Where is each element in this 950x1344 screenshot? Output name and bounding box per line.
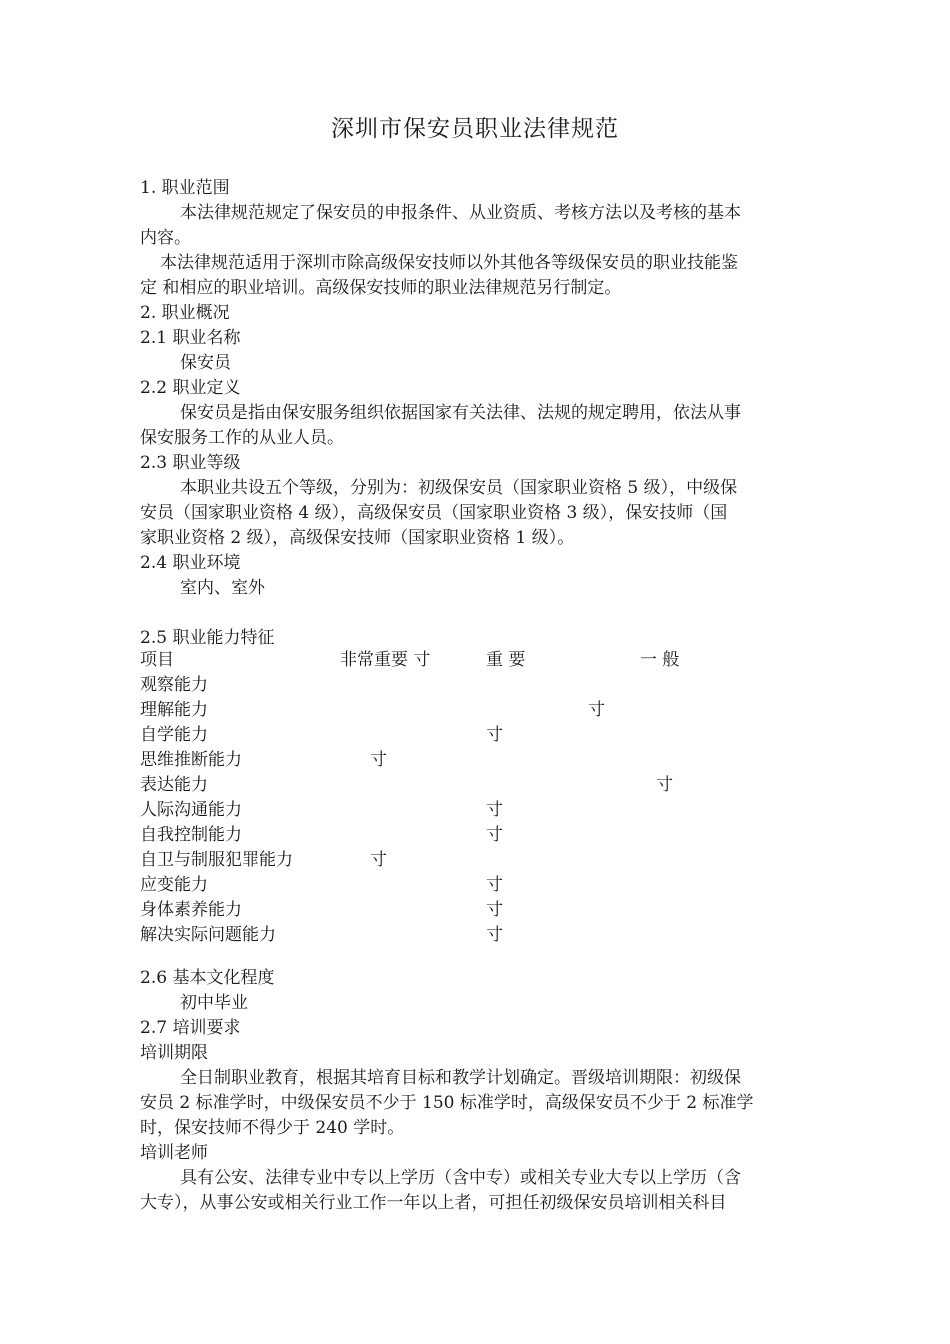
table-row-mark: 寸 bbox=[486, 900, 503, 920]
table-row-item: 观察能力 bbox=[140, 675, 208, 695]
training-teacher-line-1: 具有公安、法律专业中专以上学历（含中专）或相关专业大专以上学历（含 bbox=[180, 1168, 741, 1188]
section-2-4-heading: 2.4 职业环境 bbox=[140, 553, 241, 573]
section-2-6-heading: 2.6 基本文化程度 bbox=[140, 968, 275, 988]
table-row-item: 表达能力 bbox=[140, 775, 208, 795]
training-period-subheading: 培训期限 bbox=[140, 1043, 208, 1063]
table-row-item: 自学能力 bbox=[140, 725, 208, 745]
section-2-2-line-1: 保安员是指由保安服务组织依据国家有关法律、法规的规定聘用，依法从事 bbox=[180, 403, 741, 423]
table-row-mark: 寸 bbox=[486, 800, 503, 820]
section-2-7-heading: 2.7 培训要求 bbox=[140, 1018, 241, 1038]
table-header-very-important: 非常重要 寸 bbox=[340, 650, 431, 670]
table-row-mark: 寸 bbox=[486, 825, 503, 845]
section-2-5-heading: 2.5 职业能力特征 bbox=[140, 628, 275, 648]
table-row-item: 应变能力 bbox=[140, 875, 208, 895]
section-2-3-line-3: 家职业资格 2 级），高级保安技师（国家职业资格 1 级）。 bbox=[140, 528, 575, 548]
section-2-2-line-2: 保安服务工作的从业人员。 bbox=[140, 428, 344, 448]
table-row-item: 理解能力 bbox=[140, 700, 208, 720]
section-2-4-text: 室内、室外 bbox=[180, 578, 265, 598]
table-row-item: 自我控制能力 bbox=[140, 825, 242, 845]
section-2-1-heading: 2.1 职业名称 bbox=[140, 328, 241, 348]
section-1-paragraph-1-line-1: 本法律规范规定了保安员的申报条件、从业资质、考核方法以及考核的基本 bbox=[180, 203, 741, 223]
table-row-mark: 寸 bbox=[588, 700, 605, 720]
training-teacher-line-2: 大专），从事公安或相关行业工作一年以上者，可担任初级保安员培训相关科目 bbox=[140, 1193, 727, 1213]
section-2-6-text: 初中毕业 bbox=[180, 993, 248, 1013]
section-1-paragraph-2-line-1: 本法律规范适用于深圳市除高级保安技师以外其他各等级保安员的职业技能鉴 bbox=[160, 253, 738, 273]
table-row-mark: 寸 bbox=[370, 750, 387, 770]
table-header-general: 一 般 bbox=[640, 650, 680, 670]
training-period-line-1: 全日制职业教育，根据其培育目标和教学计划确定。晋级培训期限：初级保 bbox=[180, 1068, 741, 1088]
table-header-item: 项目 bbox=[140, 650, 174, 670]
section-2-3-heading: 2.3 职业等级 bbox=[140, 453, 241, 473]
table-row-item: 思维推断能力 bbox=[140, 750, 242, 770]
table-row-item: 解决实际问题能力 bbox=[140, 925, 276, 945]
training-teacher-subheading: 培训老师 bbox=[140, 1143, 208, 1163]
table-row-mark: 寸 bbox=[486, 875, 503, 895]
table-row-item: 人际沟通能力 bbox=[140, 800, 242, 820]
table-row-item: 身体素养能力 bbox=[140, 900, 242, 920]
section-2-1-text: 保安员 bbox=[180, 353, 231, 373]
training-period-line-2: 安员 2 标准学时，中级保安员不少于 150 标准学时，高级保安员不少于 2 标准学 bbox=[140, 1093, 754, 1113]
section-2-heading: 2. 职业概况 bbox=[140, 303, 230, 323]
table-row-item: 自卫与制服犯罪能力 bbox=[140, 850, 293, 870]
table-row-mark: 寸 bbox=[370, 850, 387, 870]
document-title: 深圳市保安员职业法律规范 bbox=[331, 116, 619, 142]
section-1-paragraph-2-line-2: 定 和相应的职业培训。高级保安技师的职业法律规范另行制定。 bbox=[140, 278, 622, 298]
training-period-line-3: 时，保安技师不得少于 240 学时。 bbox=[140, 1118, 405, 1138]
table-row-mark: 寸 bbox=[486, 925, 503, 945]
table-header-important: 重 要 bbox=[486, 650, 526, 670]
section-2-3-line-2: 安员（国家职业资格 4 级），高级保安员（国家职业资格 3 级），保安技师（国 bbox=[140, 503, 728, 523]
table-row-mark: 寸 bbox=[486, 725, 503, 745]
section-2-2-heading: 2.2 职业定义 bbox=[140, 378, 241, 398]
table-row-mark: 寸 bbox=[656, 775, 673, 795]
section-1-heading: 1. 职业范围 bbox=[140, 178, 230, 198]
section-2-3-line-1: 本职业共设五个等级，分别为：初级保安员（国家职业资格 5 级），中级保 bbox=[180, 478, 738, 498]
section-1-paragraph-1-line-2: 内容。 bbox=[140, 228, 191, 248]
